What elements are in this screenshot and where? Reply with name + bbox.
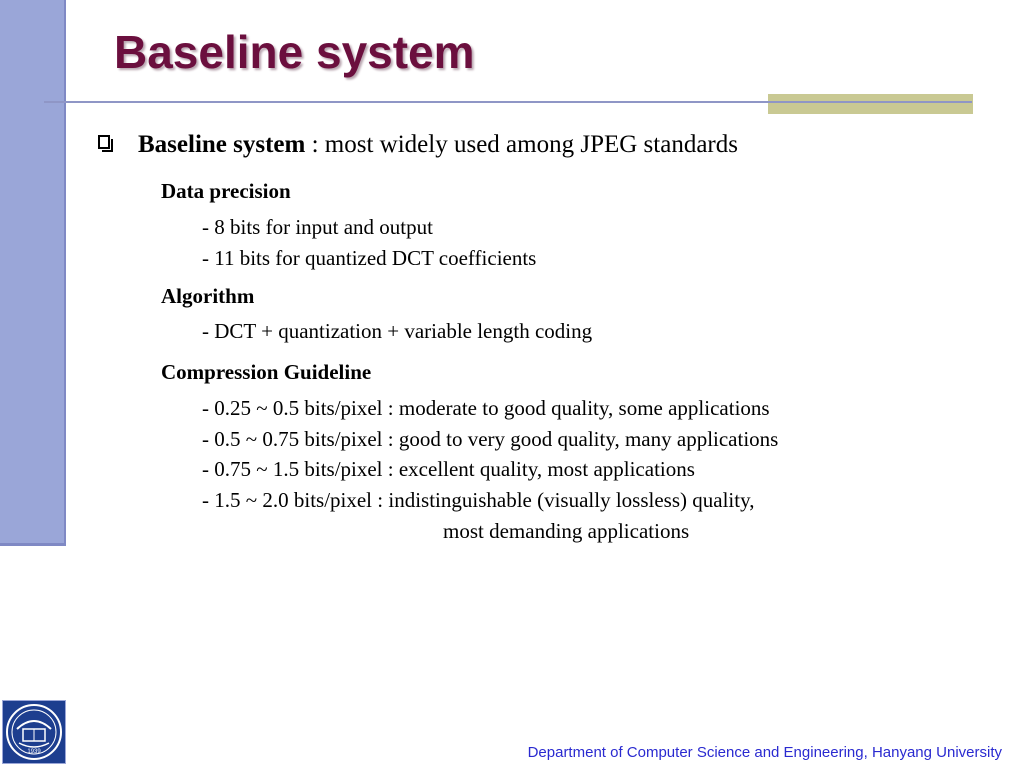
list-item: - 0.25 ~ 0.5 bits/pixel : moderate to good quality, some applications	[202, 396, 770, 420]
list-item: - 11 bits for quantized DCT coefficients	[202, 246, 537, 270]
slide-title: Baseline system	[114, 26, 475, 78]
list-item: - 1.5 ~ 2.0 bits/pixel : indistinguishable (visually lossless) quality,	[202, 488, 755, 512]
list-item: - 8 bits for input and output	[202, 215, 433, 239]
footer-department: Department of Computer Science and Engineering, Hanyang University	[527, 744, 1002, 761]
section-heading-algorithm: Algorithm	[161, 284, 255, 308]
list-item: - 0.5 ~ 0.75 bits/pixel : good to very good quality, many applications	[202, 427, 779, 451]
list-item: - 0.75 ~ 1.5 bits/pixel : excellent quality, most applications	[202, 457, 695, 481]
seal-year: 1939	[27, 749, 41, 755]
university-seal-icon	[2, 700, 66, 764]
section-heading-compression-guideline: Compression Guideline	[161, 360, 372, 384]
main-bullet-text: : most widely used among JPEG standards	[305, 131, 738, 158]
square-bullet-icon	[98, 135, 110, 149]
main-bullet	[138, 129, 738, 161]
list-item-continuation: most demanding applications	[443, 519, 690, 543]
section-heading-data-precision: Data precision	[161, 179, 291, 203]
list-item: - DCT + quantization + variable length coding	[202, 319, 593, 343]
main-bullet-bold: Baseline system	[138, 131, 306, 158]
